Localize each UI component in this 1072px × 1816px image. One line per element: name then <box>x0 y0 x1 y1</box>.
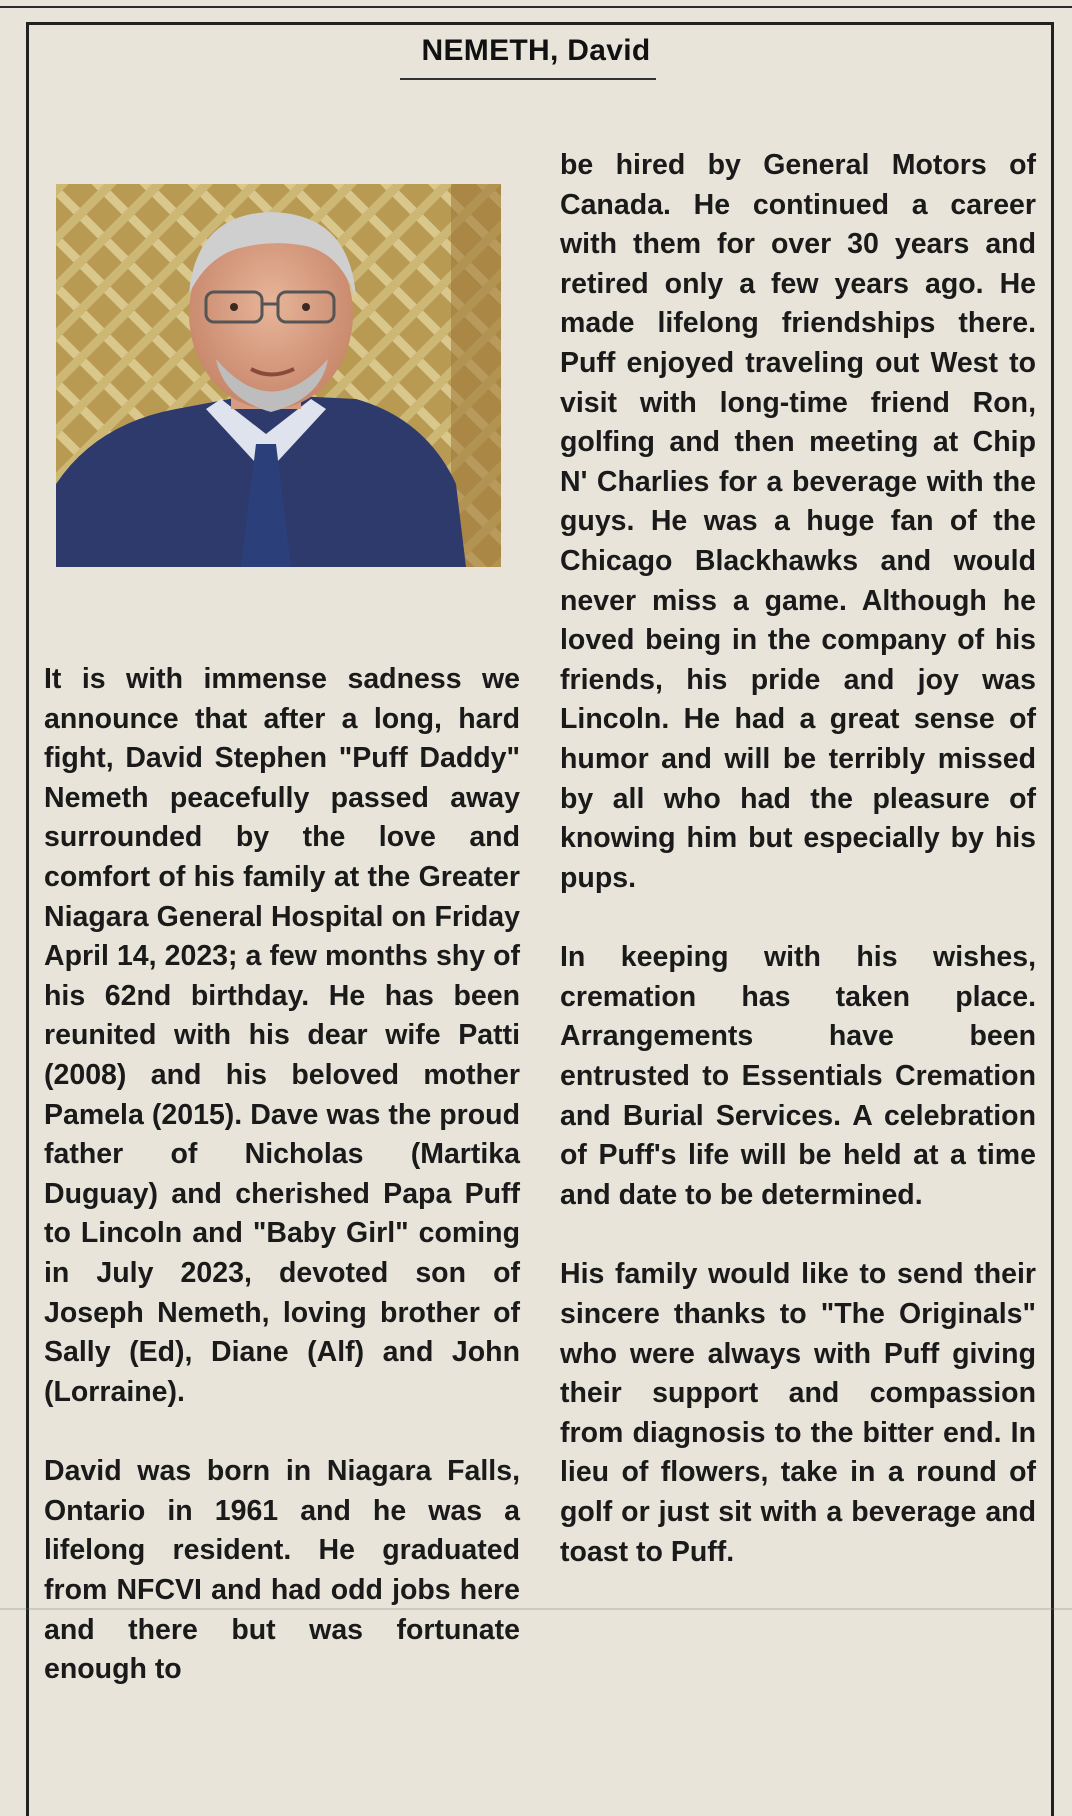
paragraph-announcement: It is with immense sadness we announce that after a long, hard fight, David Stephen "Puff Daddy" Nemeth peacefully passed away surrounded by the love and comfort of his family at the Greater Niagara General Hospital on Friday April 14, 2023; a few months shy of his 62nd birthday. He has been reunited with his dear wife Patti (2008) and his beloved mother Pamela (2015). Dave was the proud father of Nicholas (Martika Duguay) and cherished Papa Puff to Lincoln and "Baby Girl" coming in July 2023, devoted son of Joseph Nemeth, loving brother of Sally (Ed), Diane (Alf) and John (Lorraine). <box>44 663 520 1408</box>
right-column <box>560 146 1036 1572</box>
portrait-photo <box>56 184 501 567</box>
paragraph-arrangements: In keeping with his wishes, cremation has taken place. Arrangements have been entrusted to Essentials Cremation and Burial Services. A celebration of Puff's life will be held at a time and date to be determined. <box>560 941 1036 1211</box>
left-column <box>44 660 520 1690</box>
paragraph-biography-start: David was born in Niagara Falls, Ontario in 1961 and he was a lifelong resident. He graduated from NFCVI and had odd jobs here and there but was fortunate enough to <box>44 1455 520 1686</box>
portrait-photo-image <box>56 184 501 567</box>
paper-fold-line <box>0 1608 1072 1610</box>
top-rule <box>0 6 1072 8</box>
obituary-title: NEMETH, David <box>421 34 651 67</box>
paragraph-thanks: His family would like to send their sincere thanks to "The Originals" who were always with Puff giving their support and compassion from diagnosis to the bitter end. In lieu of flowers, take in a round of golf or just sit with a beverage and toast to Puff. <box>560 1258 1036 1568</box>
paragraph-biography-continued: be hired by General Motors of Canada. He continued a career with them for over 30 years and retired only a few years ago. He made lifelong friendships there. Puff enjoyed traveling out West to visit with long-time friend Ron, golfing and then meeting at Chip N' Charlies for a beverage with the guys. He was a huge fan of the Chicago Blackhawks and would never miss a game. Although he loved being in the company of his friends, his pride and joy was Lincoln. He had a great sense of humor and will be terribly missed by all who had the pleasure of knowing him but especially by his pups. <box>560 149 1036 894</box>
title-underline <box>400 78 656 80</box>
